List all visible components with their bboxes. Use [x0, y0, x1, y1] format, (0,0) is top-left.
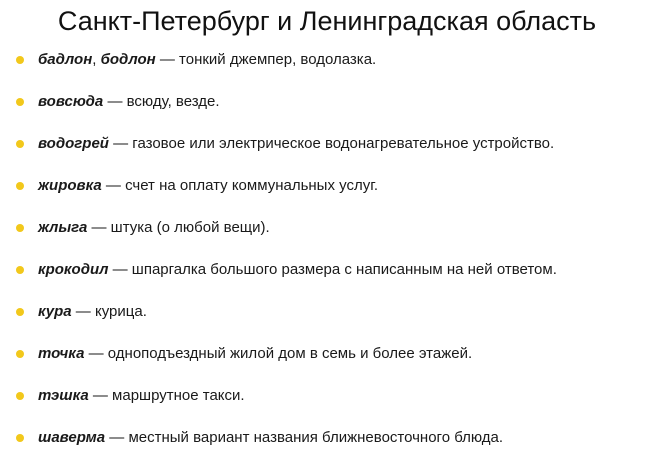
item-definition: — газовое или электрическое водонагревательное устройство.: [108, 135, 555, 152]
term-separator: ,: [92, 51, 101, 68]
item-term: шаверма: [38, 429, 106, 446]
bullet-icon: [16, 224, 24, 232]
item-definition: — всюду, везде.: [103, 93, 220, 110]
bullet-icon: [16, 182, 24, 190]
item-definition: — одноподъездный жилой дом в семь и более этажей.: [84, 345, 473, 362]
item-term-alt: бодлон: [100, 51, 156, 68]
item-text: [38, 384, 245, 408]
item-term: жлыга: [38, 219, 88, 236]
bullet-icon: [16, 56, 24, 64]
bullet-icon: [16, 434, 24, 442]
item-definition: — тонкий джемпер, водолазка.: [155, 51, 377, 68]
bullet-icon: [16, 350, 24, 358]
item-text: [38, 216, 270, 240]
item-text: [38, 342, 472, 366]
item-term: жировка: [38, 177, 102, 194]
item-definition: — местный вариант названия ближневосточного блюда.: [105, 429, 504, 446]
item-definition: — счет на оплату коммунальных услуг.: [101, 177, 379, 194]
page-title: Санкт-Петербург и Ленинградская область: [57, 6, 597, 36]
item-term: крокодил: [38, 261, 109, 278]
bullet-icon: [16, 308, 24, 316]
item-text: [38, 90, 220, 114]
item-text: [38, 174, 378, 198]
item-definition: — штука (о любой вещи).: [87, 219, 270, 236]
item-term: водогрей: [38, 135, 109, 152]
item-definition: — курица.: [71, 303, 147, 320]
item-text: [38, 258, 557, 282]
bullet-icon: [16, 98, 24, 106]
item-text: [38, 48, 376, 72]
item-definition: — маршрутное такси.: [88, 387, 245, 404]
item-text: [38, 426, 503, 450]
item-term: вовсюда: [38, 93, 104, 110]
bullet-icon: [16, 266, 24, 274]
item-term: точка: [38, 345, 85, 362]
item-text: [38, 132, 554, 156]
item-term: тэшка: [38, 387, 89, 404]
bullet-icon: [16, 392, 24, 400]
item-term: кура: [38, 303, 72, 320]
item-definition: — шпаргалка большого размера с написанным на ней ответом.: [108, 261, 557, 278]
bullet-icon: [16, 140, 24, 148]
item-term: бадлон: [38, 51, 93, 68]
item-text: [38, 300, 147, 324]
